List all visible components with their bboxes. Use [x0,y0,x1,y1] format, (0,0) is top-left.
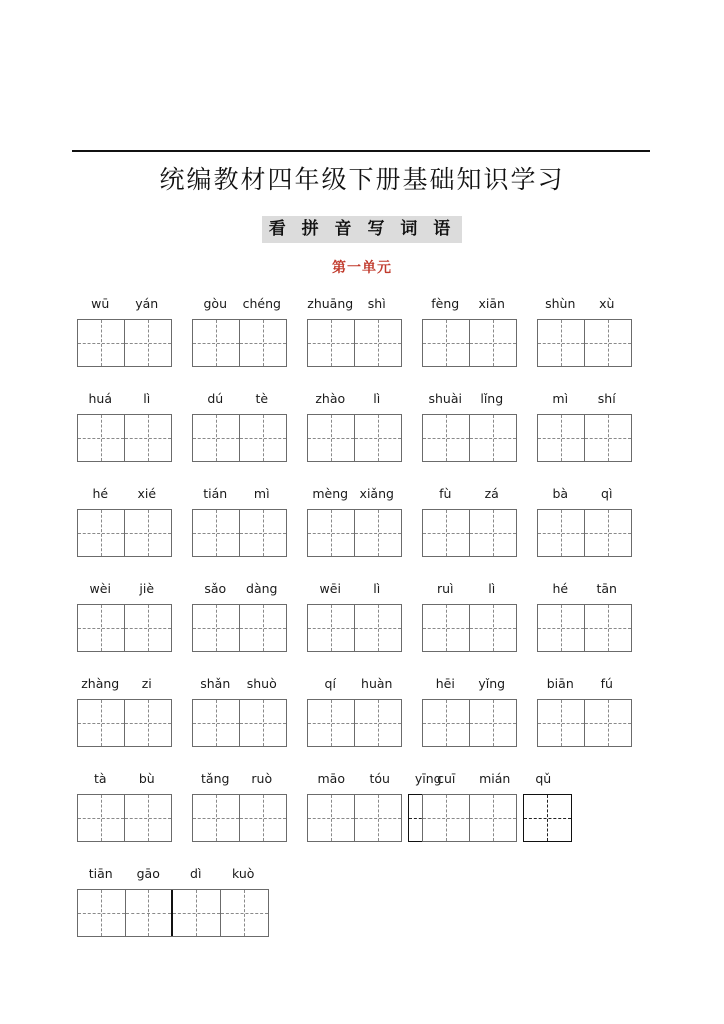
word-group [77,763,170,842]
section-subtitle: 看 拼 音 写 词 语 [262,216,463,243]
grid-box-row [192,794,285,842]
character-cell[interactable] [470,415,517,461]
pinyin-line [192,478,285,502]
character-cell[interactable] [470,320,517,366]
character-cell[interactable] [585,700,632,746]
grid-box-row [422,509,515,557]
pinyin-syllable: tè [255,391,269,406]
character-cell[interactable] [78,415,125,461]
pinyin-syllable: shuò [246,676,277,691]
pinyin-line [77,573,170,597]
word-group [77,288,170,367]
character-cell[interactable] [240,415,287,461]
word-group [422,763,568,842]
pinyin-syllable: shùn [545,296,576,311]
character-cell[interactable] [78,795,125,841]
grid-box-row [537,604,630,652]
pinyin-syllable: ruò [251,771,273,786]
pinyin-syllable: xiǎng [359,486,394,501]
character-cell[interactable] [240,795,287,841]
character-grid-box[interactable] [307,794,402,842]
grid-box-row [422,794,568,842]
character-cell[interactable] [308,605,355,651]
word-group [307,288,400,367]
pinyin-line [537,573,630,597]
pinyin-syllable: tà [93,771,107,786]
grid-box-row [537,319,630,367]
pinyin-syllable: hé [92,486,109,501]
pinyin-syllable: dì [190,866,202,881]
grid-box-row [77,794,170,842]
pinyin-line [192,668,285,692]
grid-box-row [77,604,170,652]
word-group [537,668,630,747]
character-grid-box[interactable] [537,319,632,367]
pinyin-syllable: mì [253,486,270,501]
word-group [307,668,400,747]
character-grid-box[interactable] [192,319,287,367]
pinyin-line [77,763,170,787]
character-cell[interactable] [423,320,470,366]
pinyin-syllable: wēi [319,581,341,596]
character-grid-box[interactable] [77,889,269,937]
character-grid-box[interactable] [192,414,287,462]
character-grid-box[interactable] [537,414,632,462]
pinyin-syllable: zhuāng [307,296,354,311]
grid-box-row [307,604,400,652]
character-grid-box[interactable] [422,509,517,557]
grid-box-row [537,414,630,462]
grid-box-row [77,889,267,937]
character-cell[interactable] [585,320,632,366]
character-cell[interactable] [240,605,287,651]
grid-box-row [422,699,515,747]
character-grid-box[interactable] [307,414,402,462]
pinyin-line [307,573,400,597]
word-group [422,573,515,652]
grid-box-row [422,414,515,462]
pinyin-line [77,478,170,502]
pinyin-syllable: lì [373,581,381,596]
character-grid-box[interactable] [77,794,172,842]
pinyin-syllable: fù [439,486,452,501]
page-title: 统编教材四年级下册基础知识学习 [159,165,565,194]
character-cell[interactable] [423,700,470,746]
character-cell[interactable] [355,700,402,746]
character-cell[interactable] [355,415,402,461]
character-cell[interactable] [308,320,355,366]
character-cell[interactable] [78,605,125,651]
character-cell[interactable] [221,890,269,936]
grid-box-row [77,414,170,462]
character-grid-box[interactable] [537,604,632,652]
character-cell[interactable] [308,415,355,461]
subtitle-container [0,216,724,243]
character-cell[interactable] [538,510,585,556]
exercise-rows [0,288,724,953]
pinyin-syllable: lì [373,391,381,406]
grid-box-row [422,319,515,367]
word-group [192,763,285,842]
grid-box-row [77,509,170,557]
character-grid-box[interactable] [192,794,287,842]
character-cell[interactable] [355,510,402,556]
pinyin-syllable: kuò [232,866,255,881]
character-cell[interactable] [193,795,240,841]
pinyin-syllable: māo [317,771,345,786]
character-cell[interactable] [78,510,125,556]
character-cell[interactable] [125,795,172,841]
character-cell[interactable] [470,700,517,746]
character-cell[interactable] [538,605,585,651]
character-cell[interactable] [193,700,240,746]
pinyin-syllable: yīng [414,771,442,786]
word-group [422,668,515,747]
pinyin-syllable: wèi [89,581,111,596]
pinyin-syllable: qì [601,486,613,501]
word-group [307,573,400,652]
pinyin-line [307,478,400,502]
character-cell[interactable] [125,510,172,556]
character-cell[interactable] [308,795,355,841]
word-group [537,383,630,462]
character-grid-box[interactable] [77,699,172,747]
pinyin-syllable: yǐng [478,676,506,691]
pinyin-syllable: fèng [431,296,460,311]
pinyin-syllable: jiè [139,581,155,596]
character-cell[interactable] [470,795,517,841]
grid-box-row [192,509,285,557]
character-grid-box[interactable] [422,414,517,462]
pinyin-syllable: shuài [428,391,462,406]
character-grid-box[interactable] [307,509,402,557]
character-cell[interactable] [423,510,470,556]
word-group [77,383,170,462]
character-cell[interactable] [240,320,287,366]
character-cell[interactable] [538,320,585,366]
pinyin-line [192,573,285,597]
pinyin-syllable: mèng [312,486,349,501]
grid-box-row [537,509,630,557]
pinyin-syllable: shí [597,391,616,406]
character-grid-box[interactable] [192,604,287,652]
grid-box-row [307,699,400,747]
pinyin-syllable: bà [552,486,569,501]
character-grid-box[interactable] [192,509,287,557]
character-grid-box[interactable] [307,604,402,652]
word-group [77,573,170,652]
character-cell[interactable] [585,605,632,651]
pinyin-line [77,858,267,882]
character-cell[interactable] [355,320,402,366]
character-grid-box[interactable] [523,794,572,842]
character-cell[interactable] [126,890,174,936]
grid-box-row [77,699,170,747]
word-group [537,478,630,557]
pinyin-line [307,668,400,692]
character-cell[interactable] [78,320,125,366]
pinyin-syllable: dàng [246,581,278,596]
character-cell[interactable] [240,510,287,556]
pinyin-line [307,383,400,407]
character-cell[interactable] [538,415,585,461]
character-cell[interactable] [538,700,585,746]
character-cell[interactable] [125,415,172,461]
exercise-row [0,288,724,383]
pinyin-syllable: lì [143,391,151,406]
exercise-row [0,858,724,953]
character-grid-box[interactable] [422,699,517,747]
pinyin-syllable: fú [600,676,613,691]
pinyin-syllable: mián [479,771,511,786]
character-cell[interactable] [78,890,126,936]
pinyin-syllable: tóu [369,771,390,786]
grid-box-row [77,319,170,367]
character-cell[interactable] [585,510,632,556]
pinyin-syllable: gòu [203,296,227,311]
pinyin-syllable: tǎng [201,771,230,786]
header-rule [72,150,650,152]
pinyin-syllable: huá [88,391,112,406]
pinyin-syllable: bù [138,771,155,786]
exercise-row [0,383,724,478]
character-cell[interactable] [308,510,355,556]
grid-box-row [307,509,400,557]
character-cell[interactable] [240,700,287,746]
character-cell[interactable] [470,605,517,651]
character-cell[interactable] [524,795,571,841]
pinyin-syllable: chéng [242,296,281,311]
grid-box-row [192,699,285,747]
pinyin-syllable: lǐng [480,391,504,406]
character-cell[interactable] [193,415,240,461]
character-cell[interactable] [193,510,240,556]
pinyin-syllable: xù [599,296,615,311]
pinyin-syllable: sǎo [204,581,227,596]
word-group [192,478,285,557]
pinyin-line [422,668,515,692]
pinyin-line [422,383,515,407]
character-grid-box[interactable] [307,699,402,747]
word-group [422,383,515,462]
character-cell[interactable] [470,510,517,556]
character-cell[interactable] [125,320,172,366]
word-group [77,858,267,937]
pinyin-syllable: zhàng [81,676,120,691]
pinyin-syllable: qǔ [535,771,552,786]
pinyin-syllable: zá [484,486,499,501]
character-cell[interactable] [193,605,240,651]
character-cell[interactable] [125,605,172,651]
pinyin-syllable: xié [137,486,157,501]
character-grid-box[interactable] [77,319,172,367]
pinyin-syllable: ruì [436,581,454,596]
word-group [77,478,170,557]
pinyin-syllable: yán [135,296,159,311]
pinyin-line [77,383,170,407]
pinyin-line [307,288,400,312]
character-cell[interactable] [308,700,355,746]
word-group [537,573,630,652]
pinyin-line [537,668,630,692]
character-cell[interactable] [585,415,632,461]
word-group [192,383,285,462]
pinyin-line [77,668,170,692]
pinyin-line [192,288,285,312]
character-grid-box[interactable] [537,699,632,747]
exercise-row [0,573,724,668]
word-group [192,288,285,367]
character-cell[interactable] [125,700,172,746]
pinyin-syllable: shǎn [200,676,231,691]
pinyin-syllable: lì [488,581,496,596]
pinyin-syllable: tiān [88,866,113,881]
pinyin-syllable: huàn [361,676,393,691]
character-cell[interactable] [355,605,402,651]
pinyin-line [422,573,515,597]
grid-box-row [307,414,400,462]
word-group [422,288,515,367]
word-group [422,478,515,557]
exercise-row [0,478,724,573]
character-cell[interactable] [355,795,402,841]
grid-box-row [192,319,285,367]
character-grid-box[interactable] [77,509,172,557]
character-grid-box[interactable] [77,604,172,652]
pinyin-line [77,288,170,312]
word-group [77,668,170,747]
grid-box-row [192,414,285,462]
character-cell[interactable] [193,320,240,366]
character-grid-box[interactable] [307,319,402,367]
word-group [192,668,285,747]
character-cell[interactable] [423,605,470,651]
pinyin-line [422,763,568,787]
pinyin-syllable: shì [367,296,386,311]
pinyin-line [537,288,630,312]
character-grid-box[interactable] [192,699,287,747]
character-grid-box[interactable] [77,414,172,462]
pinyin-syllable: xiān [478,296,505,311]
pinyin-syllable: dú [207,391,224,406]
pinyin-syllable: zi [141,676,152,691]
pinyin-line [537,383,630,407]
character-grid-box[interactable] [422,604,517,652]
grid-box-row [537,699,630,747]
pinyin-syllable: tián [203,486,228,501]
character-grid-box[interactable] [422,794,517,842]
pinyin-syllable: gāo [136,866,160,881]
character-grid-box[interactable] [537,509,632,557]
pinyin-line [422,288,515,312]
word-group [307,478,400,557]
grid-box-row [192,604,285,652]
pinyin-syllable: mì [552,391,569,406]
character-grid-box[interactable] [422,319,517,367]
character-cell[interactable] [173,890,221,936]
pinyin-syllable: hé [552,581,569,596]
pinyin-syllable: cuī [437,771,456,786]
pinyin-line [422,478,515,502]
word-group [537,288,630,367]
pinyin-line [192,383,285,407]
character-cell[interactable] [423,415,470,461]
exercise-row [0,668,724,763]
word-group [307,383,400,462]
pinyin-syllable: qí [324,676,336,691]
pinyin-syllable: wū [91,296,110,311]
grid-box-row [422,604,515,652]
unit-label: 第一单元 [332,260,392,276]
pinyin-syllable: zhào [315,391,346,406]
pinyin-syllable: hēi [435,676,455,691]
pinyin-syllable: tān [596,581,617,596]
pinyin-line [537,478,630,502]
character-cell[interactable] [423,795,470,841]
character-cell[interactable] [78,700,125,746]
grid-box-row [307,319,400,367]
word-group [192,573,285,652]
pinyin-syllable: biān [546,676,574,691]
exercise-row [0,763,724,858]
pinyin-line [192,763,285,787]
